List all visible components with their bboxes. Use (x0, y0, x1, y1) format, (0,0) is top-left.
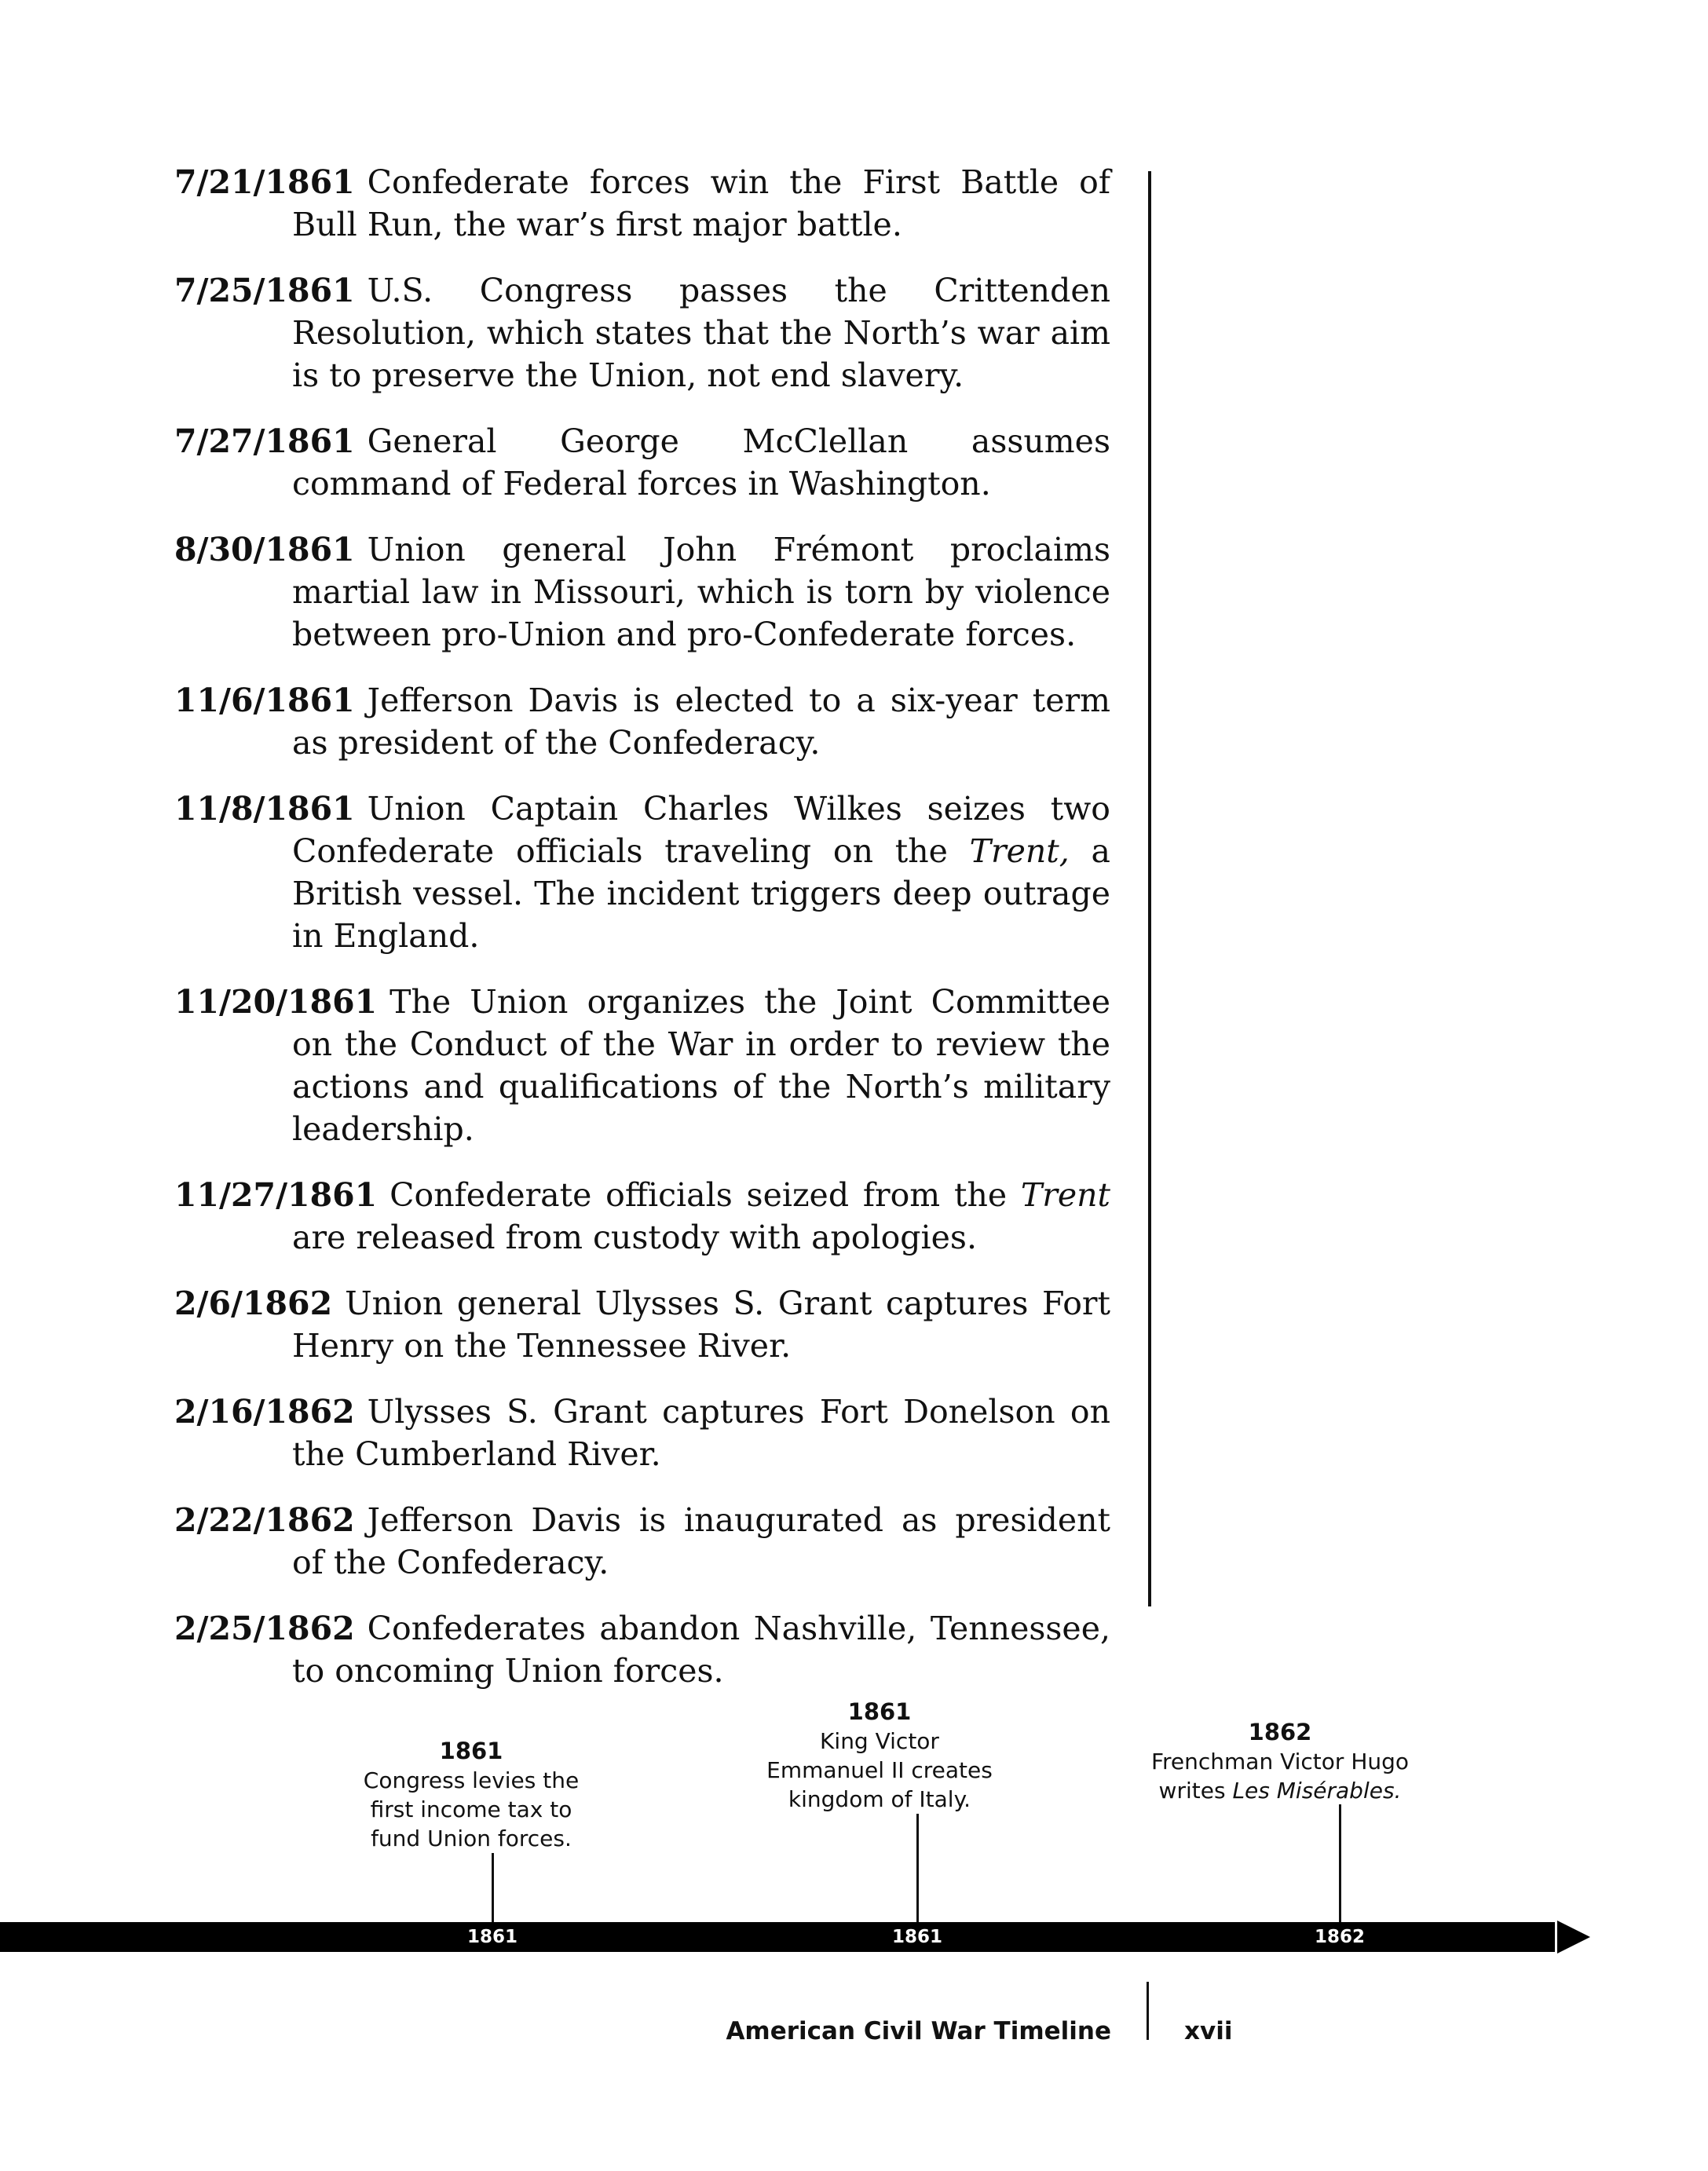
entry-text: U.S. Congress passes the Crittenden Resolution, which states that the North’s war aim is to preserve the Union, not end slavery. (292, 272, 1110, 394)
event-year: 1861 (439, 1738, 503, 1764)
entry-2-22-1862 (174, 1499, 1110, 1584)
bar-year-label: 1861 (891, 1927, 942, 1947)
entry-11-27-1861 (174, 1174, 1110, 1259)
entry-text: The Union organizes the Joint Committee on the Conduct of the War in order to review the actions and qualifications of the North’s military leadership. (292, 983, 1110, 1148)
entry-7-21-1861 (174, 161, 1110, 246)
entry-text: Confederate officials seized from the (390, 1176, 1021, 1214)
entry-7-27-1861 (174, 420, 1110, 505)
event-line: fund Union forces. (371, 1826, 572, 1851)
entry-italic-ship: Trent, (969, 832, 1070, 870)
entry-date: 7/27/1861 (174, 422, 355, 460)
column-divider (1148, 171, 1151, 1606)
event-line: first income tax to (370, 1796, 572, 1822)
timeline-tick (916, 1814, 919, 1924)
world-event-income-tax (346, 1737, 597, 1853)
entry-date: 11/27/1861 (174, 1176, 378, 1214)
entry-date: 7/21/1861 (174, 163, 355, 201)
event-line (1131, 1776, 1429, 1805)
event-year: 1861 (847, 1698, 912, 1725)
entry-text: Confederate forces win the First Battle of Bull Run, the war’s first major battle. (292, 163, 1110, 243)
event-line-text: writes (1158, 1778, 1233, 1804)
event-line: kingdom of Italy. (788, 1786, 971, 1812)
entry-date: 8/30/1861 (174, 531, 355, 568)
timeline-entries (174, 161, 1110, 1716)
entry-11-20-1861 (174, 981, 1110, 1150)
event-line: Frenchman Victor Hugo (1150, 1749, 1410, 1774)
book-title: Les Misérables. (1232, 1778, 1402, 1804)
entry-date: 2/22/1862 (174, 1501, 355, 1539)
entry-date: 11/6/1861 (174, 682, 355, 719)
entry-date: 7/25/1861 (174, 272, 355, 309)
timeline-arrow-icon (1557, 1921, 1590, 1954)
event-line: King Victor (820, 1728, 939, 1754)
bar-year-label: 1862 (1314, 1927, 1365, 1947)
entry-text: Jefferson Davis is inaugurated as president of the Confederacy. (292, 1501, 1110, 1581)
footer-title: American Civil War Timeline (726, 2017, 1111, 2045)
entry-date: 2/6/1862 (174, 1285, 333, 1322)
event-line: Emmanuel II creates (766, 1757, 993, 1783)
entry-text: Confederates abandon Nashville, Tennessee, to oncoming Union forces. (292, 1610, 1110, 1690)
event-year: 1862 (1248, 1719, 1312, 1745)
entry-2-6-1862 (174, 1282, 1110, 1367)
world-event-italy (746, 1698, 1013, 1814)
entry-2-25-1862 (174, 1607, 1110, 1692)
entry-11-8-1861 (174, 788, 1110, 957)
timeline-tick (492, 1853, 494, 1924)
entry-text: Jefferson Davis is elected to a six-year term as president of the Confederacy. (292, 682, 1110, 762)
entry-text: Union general Ulysses S. Grant captures Fort Henry on the Tennessee River. (292, 1285, 1110, 1365)
footer-divider (1147, 1982, 1149, 2040)
entry-text: General George McClellan assumes command of Federal forces in Washington. (292, 422, 1110, 503)
entry-date: 11/8/1861 (174, 790, 355, 828)
entry-2-16-1862 (174, 1391, 1110, 1475)
page-number: xvii (1184, 2017, 1233, 2045)
event-line: Congress levies the (363, 1767, 580, 1793)
entry-text: are released from custody with apologies. (292, 1219, 977, 1256)
entry-date: 2/25/1862 (174, 1610, 355, 1647)
entry-7-25-1861 (174, 269, 1110, 397)
entry-date: 2/16/1862 (174, 1393, 355, 1431)
entry-text: Union general John Frémont proclaims martial law in Missouri, which is torn by violence between pro-Union and pro-Confederate forces. (292, 531, 1110, 653)
world-event-les-miserables (1131, 1718, 1429, 1805)
entry-11-6-1861 (174, 679, 1110, 764)
bar-year-label: 1861 (466, 1927, 518, 1947)
entry-text: a British vessel. The incident triggers deep outrage in England. (292, 832, 1110, 955)
entry-8-30-1861 (174, 528, 1110, 656)
entry-date: 11/20/1861 (174, 983, 378, 1021)
entry-text: Union Captain Charles Wilkes seizes two Confederate officials traveling on the (292, 790, 1110, 870)
entry-italic-ship: Trent (1020, 1176, 1110, 1214)
entry-text: Ulysses S. Grant captures Fort Donelson on the Cumberland River. (292, 1393, 1110, 1473)
timeline-tick (1339, 1804, 1341, 1924)
